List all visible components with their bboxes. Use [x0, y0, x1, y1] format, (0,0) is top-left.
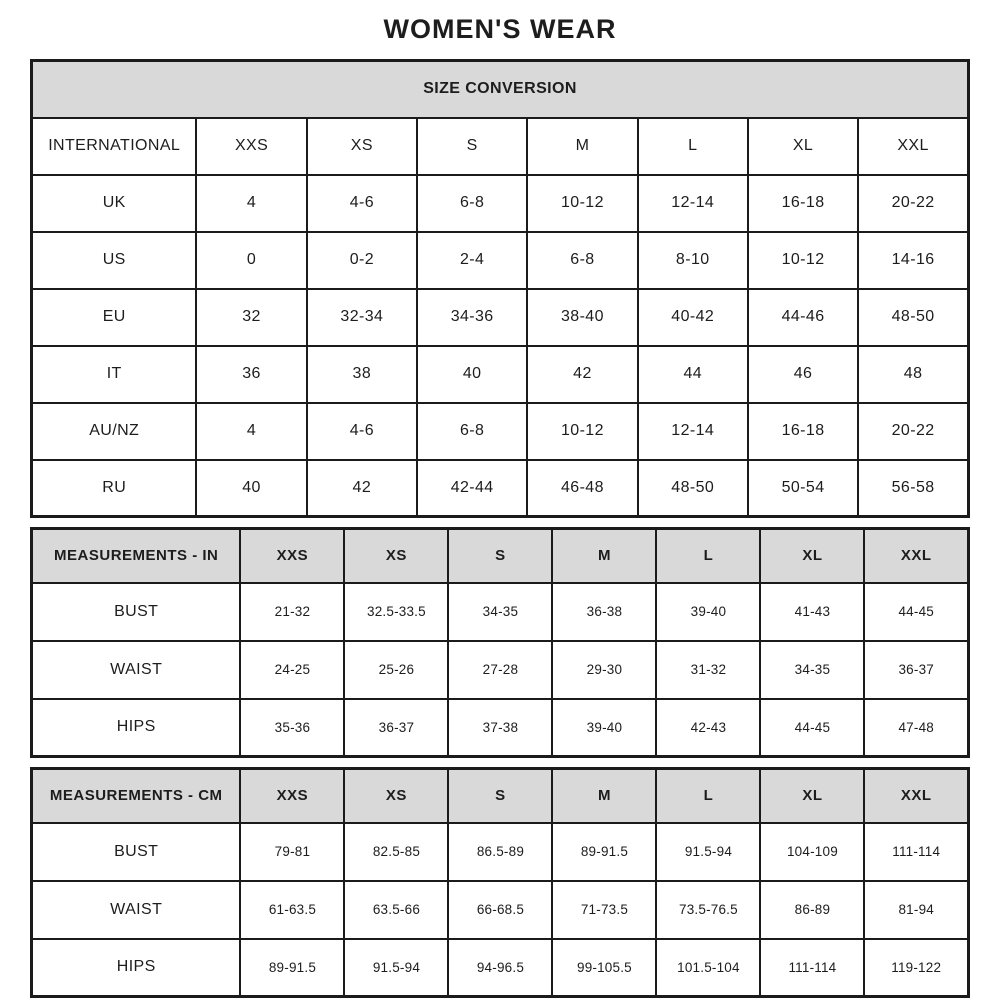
table-cell: 4-6 — [307, 403, 417, 460]
table-cell: 34-35 — [760, 641, 864, 699]
table-cell: 2-4 — [417, 232, 527, 289]
table-cell: 86.5-89 — [448, 823, 552, 881]
table-cell: 94-96.5 — [448, 939, 552, 997]
table-cell: 37-38 — [448, 699, 552, 757]
table-banner: SIZE CONVERSION — [32, 61, 969, 118]
table-cell: 89-91.5 — [552, 823, 656, 881]
table-cell: 91.5-94 — [344, 939, 448, 997]
table-cell: 71-73.5 — [552, 881, 656, 939]
table-cell: 48-50 — [638, 460, 748, 517]
table-row — [32, 346, 969, 403]
table-cell: 86-89 — [760, 881, 864, 939]
table-cell: 36-37 — [344, 699, 448, 757]
table-cell: 12-14 — [638, 403, 748, 460]
table-cell: 99-105.5 — [552, 939, 656, 997]
table-cell: 10-12 — [527, 175, 637, 232]
table-row — [32, 583, 969, 641]
table-cell: 81-94 — [864, 881, 968, 939]
table-cell: 56-58 — [858, 460, 968, 517]
table-row — [32, 175, 969, 232]
table-cell: 0-2 — [307, 232, 417, 289]
column-header: M — [552, 529, 656, 583]
table-cell: 91.5-94 — [656, 823, 760, 881]
column-header: XL — [748, 118, 858, 175]
table-cell: 12-14 — [638, 175, 748, 232]
table-cell: 34-35 — [448, 583, 552, 641]
table-cell: 6-8 — [527, 232, 637, 289]
row-label: WAIST — [32, 641, 241, 699]
table-cell: 48-50 — [858, 289, 968, 346]
table-cell: 111-114 — [760, 939, 864, 997]
table-cell: 46-48 — [527, 460, 637, 517]
table-cell: 4-6 — [307, 175, 417, 232]
table-row — [32, 403, 969, 460]
table-cell: 29-30 — [552, 641, 656, 699]
table-cell: 38-40 — [527, 289, 637, 346]
table-cell: 35-36 — [240, 699, 344, 757]
table-cell: 10-12 — [527, 403, 637, 460]
table-cell: 39-40 — [552, 699, 656, 757]
column-header: L — [656, 529, 760, 583]
table-cell: 48 — [858, 346, 968, 403]
column-header: M — [552, 769, 656, 823]
table-cell: 32 — [196, 289, 306, 346]
table-cell: 21-32 — [240, 583, 344, 641]
table-cell: 46 — [748, 346, 858, 403]
table-cell: 36 — [196, 346, 306, 403]
table-cell: 40 — [417, 346, 527, 403]
row-label: WAIST — [32, 881, 241, 939]
table-row — [32, 881, 969, 939]
table-cell: 6-8 — [417, 403, 527, 460]
table-cell: 20-22 — [858, 403, 968, 460]
table-cell: 44-46 — [748, 289, 858, 346]
row-label: US — [32, 232, 197, 289]
table-row — [32, 939, 969, 997]
table-row — [32, 289, 969, 346]
table-cell: 42 — [527, 346, 637, 403]
table-cell: 39-40 — [656, 583, 760, 641]
table-cell: 34-36 — [417, 289, 527, 346]
column-header: L — [656, 769, 760, 823]
column-header: L — [638, 118, 748, 175]
table-cell: 24-25 — [240, 641, 344, 699]
table-cell: 42 — [307, 460, 417, 517]
table-cell: 0 — [196, 232, 306, 289]
column-header: XXL — [864, 769, 968, 823]
table-cell: 44-45 — [864, 583, 968, 641]
row-label: EU — [32, 289, 197, 346]
row-label: BUST — [32, 583, 241, 641]
column-header: XS — [344, 529, 448, 583]
table-cell: 41-43 — [760, 583, 864, 641]
column-header: M — [527, 118, 637, 175]
column-header: XL — [760, 769, 864, 823]
table-cell: 63.5-66 — [344, 881, 448, 939]
table-cell: 14-16 — [858, 232, 968, 289]
table-cell: 25-26 — [344, 641, 448, 699]
table-row — [32, 232, 969, 289]
table-cell: 44-45 — [760, 699, 864, 757]
table-cell: 20-22 — [858, 175, 968, 232]
table-cell: 6-8 — [417, 175, 527, 232]
table-cell: 38 — [307, 346, 417, 403]
column-header: XXL — [858, 118, 968, 175]
table-cell: 10-12 — [748, 232, 858, 289]
column-header: XXS — [196, 118, 306, 175]
row-label: BUST — [32, 823, 241, 881]
table-cell: 42-44 — [417, 460, 527, 517]
table-cell: 27-28 — [448, 641, 552, 699]
table-cell: 104-109 — [760, 823, 864, 881]
table-cell: 50-54 — [748, 460, 858, 517]
size-conversion-table — [30, 59, 970, 518]
table-cell: 4 — [196, 403, 306, 460]
column-header: XXS — [240, 529, 344, 583]
table-cell: 42-43 — [656, 699, 760, 757]
table-cell: 119-122 — [864, 939, 968, 997]
column-header: S — [448, 529, 552, 583]
row-label: HIPS — [32, 939, 241, 997]
table-cell: 101.5-104 — [656, 939, 760, 997]
row-label: RU — [32, 460, 197, 517]
row-label: AU/NZ — [32, 403, 197, 460]
table-cell: 47-48 — [864, 699, 968, 757]
table-cell: 31-32 — [656, 641, 760, 699]
table-cell: 8-10 — [638, 232, 748, 289]
column-header: XXL — [864, 529, 968, 583]
table-cell: 16-18 — [748, 403, 858, 460]
row-label: UK — [32, 175, 197, 232]
table-cell: 36-38 — [552, 583, 656, 641]
table-cell: 111-114 — [864, 823, 968, 881]
table-cell: 44 — [638, 346, 748, 403]
table-cell: 73.5-76.5 — [656, 881, 760, 939]
measurements-in-table — [30, 527, 970, 758]
table-cell: 66-68.5 — [448, 881, 552, 939]
table-cell: 40-42 — [638, 289, 748, 346]
column-header: S — [448, 769, 552, 823]
table-cell: 16-18 — [748, 175, 858, 232]
row-label: HIPS — [32, 699, 241, 757]
header-label: INTERNATIONAL — [32, 118, 197, 175]
column-header: XXS — [240, 769, 344, 823]
column-header: S — [417, 118, 527, 175]
page-title: WOMEN'S WEAR — [383, 14, 617, 44]
row-label: IT — [32, 346, 197, 403]
table-row — [32, 699, 969, 757]
column-header: XS — [344, 769, 448, 823]
measurements-cm-table — [30, 767, 970, 998]
table-cell: 4 — [196, 175, 306, 232]
table-cell: 89-91.5 — [240, 939, 344, 997]
header-label: MEASUREMENTS - CM — [32, 769, 241, 823]
table-row — [32, 823, 969, 881]
table-cell: 82.5-85 — [344, 823, 448, 881]
table-cell: 79-81 — [240, 823, 344, 881]
column-header: XS — [307, 118, 417, 175]
table-cell: 40 — [196, 460, 306, 517]
table-cell: 32.5-33.5 — [344, 583, 448, 641]
header-label: MEASUREMENTS - IN — [32, 529, 241, 583]
table-cell: 61-63.5 — [240, 881, 344, 939]
table-row — [32, 460, 969, 517]
table-cell: 32-34 — [307, 289, 417, 346]
table-row — [32, 641, 969, 699]
column-header: XL — [760, 529, 864, 583]
table-cell: 36-37 — [864, 641, 968, 699]
